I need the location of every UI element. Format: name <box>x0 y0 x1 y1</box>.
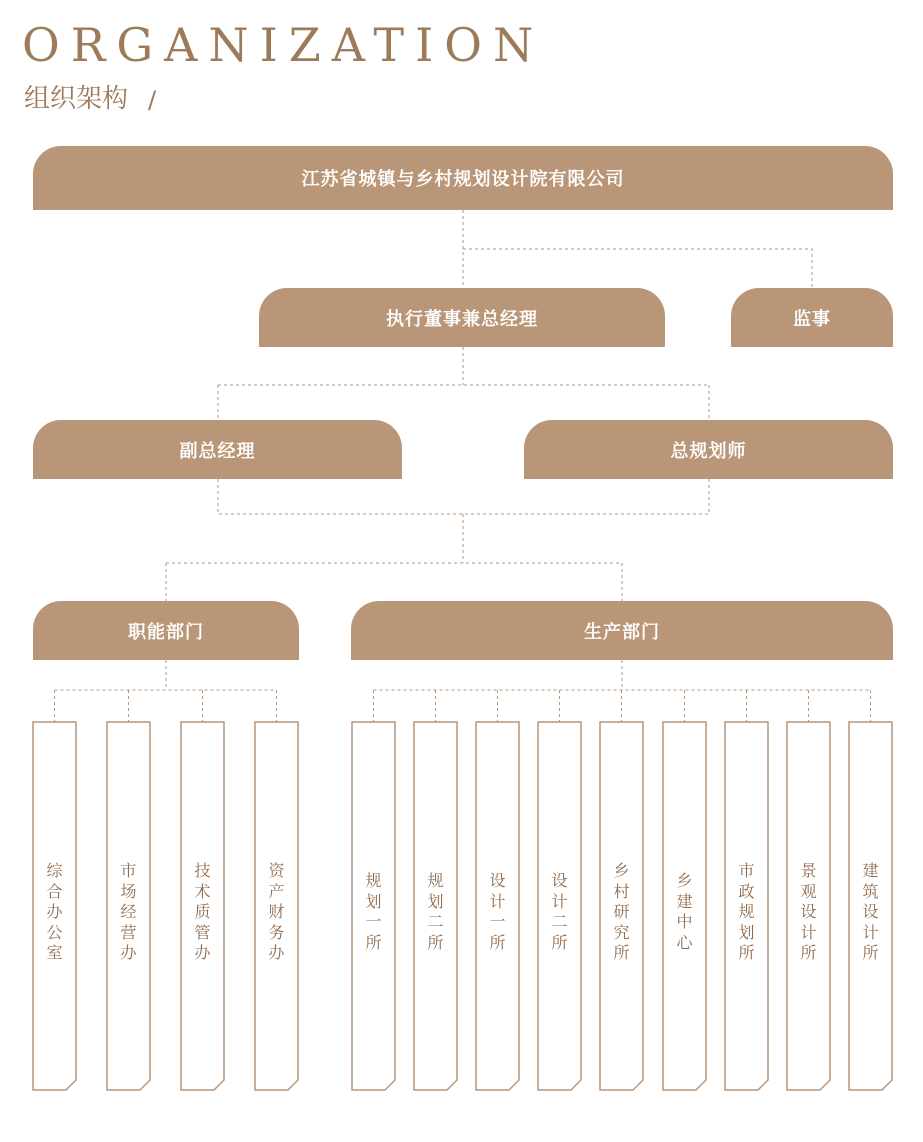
functional-dept-label-3-char-5: 办 <box>194 943 211 962</box>
production-dept-label-7-char-5: 所 <box>738 943 755 962</box>
functional-dept-label-1 <box>40 861 70 964</box>
production-dept-label-1-char-2: 划 <box>365 891 382 911</box>
production-dept-label-8-char-1: 景 <box>800 861 817 880</box>
production-dept-label-8-char-5: 所 <box>800 943 817 962</box>
production-dept-label-4-char-1: 设 <box>551 871 568 890</box>
functional-dept-label-3-char-3: 质 <box>194 902 211 921</box>
production-dept-label-1-char-3: 一 <box>365 912 382 931</box>
executive-label: 执行董事兼总经理 <box>386 308 538 330</box>
functional-dept-label-2-char-3: 经 <box>120 902 137 921</box>
functional-dept-label-3 <box>188 861 218 964</box>
deputy-gm-label: 副总经理 <box>179 440 256 462</box>
production-dept-label-9-char-2: 筑 <box>862 881 879 901</box>
production-dept-label-4-char-4: 所 <box>551 932 568 952</box>
functional-dept-label-1-char-4: 公 <box>46 922 63 942</box>
production-dept-label-7 <box>732 861 762 964</box>
production-dept-label-9 <box>856 861 886 964</box>
production-dept-label-7-char-2: 政 <box>738 881 755 901</box>
production-dept-label-7-char-4: 划 <box>738 922 755 942</box>
chief-planner-box <box>524 420 893 479</box>
production-dept-label: 生产部门 <box>584 621 660 643</box>
production-dept-label-3-char-2: 计 <box>489 891 506 911</box>
production-dept-label-2-char-4: 所 <box>427 932 444 952</box>
supervisor-label: 监事 <box>793 308 831 330</box>
functional-dept-label-4-char-3: 财 <box>268 902 285 921</box>
page-title: ORGANIZATION <box>22 18 545 72</box>
functional-dept-label-4-char-1: 资 <box>268 861 285 880</box>
production-dept-label-3-char-4: 所 <box>489 932 506 952</box>
production-dept-label-6-char-1: 乡 <box>676 871 693 890</box>
chief-planner-label: 总规划师 <box>670 440 747 462</box>
production-dept-label-7-char-1: 市 <box>738 861 755 880</box>
production-dept-label-3-char-3: 一 <box>489 912 506 931</box>
functional-dept-label: 职能部门 <box>128 621 204 643</box>
production-dept-label-5-char-5: 所 <box>613 943 630 962</box>
production-dept-label-5-char-4: 究 <box>613 922 630 942</box>
functional-dept-label-1-char-5: 室 <box>46 943 63 962</box>
functional-dept-label-3-char-4: 管 <box>194 922 211 942</box>
production-dept-label-1-char-1: 规 <box>365 871 382 890</box>
production-dept-label-5-char-2: 村 <box>613 881 630 901</box>
functional-dept-label-1-char-3: 办 <box>46 902 63 921</box>
title-slash: / <box>148 86 157 114</box>
functional-dept-label-4-char-2: 产 <box>268 881 285 901</box>
production-dept-label-6-char-4: 心 <box>676 932 693 952</box>
production-dept-label-2-char-2: 划 <box>427 891 444 911</box>
production-dept-label-2-char-1: 规 <box>427 871 444 890</box>
production-dept-label-4-char-2: 计 <box>551 891 568 911</box>
production-dept-label-4-char-3: 二 <box>551 912 568 931</box>
functional-dept-label-4-char-4: 务 <box>268 922 285 942</box>
page-subtitle: 组织架构 <box>24 84 129 114</box>
production-dept-box <box>351 601 893 660</box>
functional-dept-label-2-char-1: 市 <box>120 861 137 880</box>
production-dept-label-9-char-1: 建 <box>862 861 879 880</box>
production-dept-label-9-char-5: 所 <box>862 943 879 962</box>
production-dept-label-9-char-3: 设 <box>862 902 879 921</box>
production-dept-label-3 <box>483 871 513 953</box>
production-dept-label-5-char-3: 研 <box>613 902 630 921</box>
production-dept-label-8-char-3: 设 <box>800 902 817 921</box>
executive-box <box>259 288 665 347</box>
production-dept-label-6-char-2: 建 <box>676 891 693 911</box>
production-dept-label-5-char-1: 乡 <box>613 861 630 880</box>
production-dept-label-7-char-3: 规 <box>738 902 755 921</box>
production-dept-label-5 <box>607 861 637 964</box>
production-dept-label-4 <box>545 871 575 953</box>
production-dept-label-8-char-2: 观 <box>800 881 817 901</box>
production-dept-label-9-char-4: 计 <box>862 922 879 942</box>
functional-dept-label-2-char-2: 场 <box>120 881 137 901</box>
functional-dept-label-1-char-2: 合 <box>46 881 63 901</box>
functional-dept-label-3-char-2: 术 <box>194 881 211 901</box>
production-dept-label-2 <box>421 871 451 953</box>
production-dept-label-1-char-4: 所 <box>365 932 382 952</box>
production-dept-label-6 <box>670 871 700 953</box>
connector-deputies-merge <box>218 479 709 514</box>
functional-dept-label-1-char-1: 综 <box>46 861 63 880</box>
deputy-gm-box <box>33 420 402 479</box>
company-box <box>33 146 893 210</box>
production-dept-label-3-char-1: 设 <box>489 871 506 890</box>
functional-dept-box <box>33 601 299 660</box>
connector-root-to-supervisor <box>463 249 812 288</box>
company-name: 江苏省城镇与乡村规划设计院有限公司 <box>301 169 625 190</box>
functional-dept-label-2-char-4: 营 <box>120 922 137 942</box>
production-dept-label-8-char-4: 计 <box>800 922 817 942</box>
functional-dept-label-4 <box>262 861 292 964</box>
functional-dept-label-4-char-5: 办 <box>268 943 285 962</box>
production-dept-label-6-char-3: 中 <box>676 912 693 931</box>
supervisor-box <box>731 288 893 347</box>
production-dept-label-1 <box>359 871 389 953</box>
functional-dept-label-2 <box>114 861 144 964</box>
functional-dept-label-3-char-1: 技 <box>194 861 211 880</box>
production-dept-label-8 <box>794 861 824 964</box>
production-dept-label-2-char-3: 二 <box>427 912 444 931</box>
functional-dept-label-2-char-5: 办 <box>120 943 137 962</box>
